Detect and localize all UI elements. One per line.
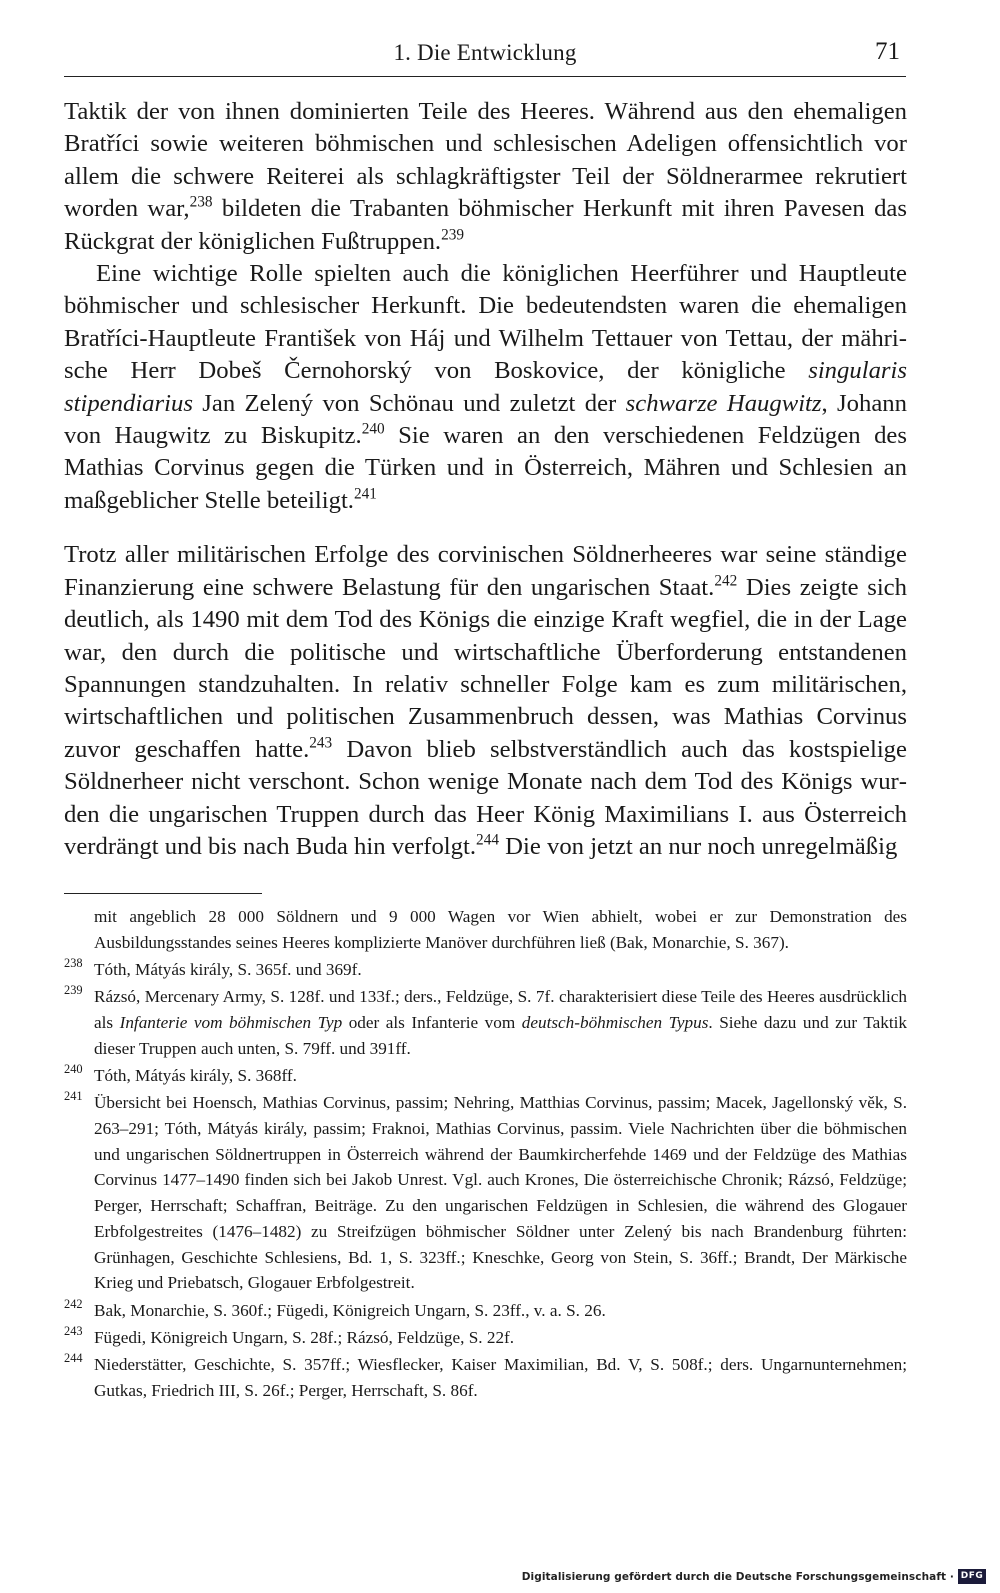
- footnote-ref: 241: [353, 485, 377, 503]
- footnote-number: 241: [64, 1089, 83, 1104]
- italic-term: singularis stipendiarius: [64, 357, 907, 417]
- footnote-text: . Siehe dazu und zur Taktik dieser Truppen auch unten, S. 79ff. und 391ff.: [94, 1013, 907, 1058]
- text-run: Davon blieb selbstverständlich auch das kostspielige Söldnerheer nicht verschont. Schon wenige Monate nach dem Tod des Königs wurden die ungarischen Truppen durch das Heer König Maximilians I. aus Österreich verdrängt und bis nach Buda hin verfolgt.: [64, 735, 907, 860]
- funding-note: Digitalisierung gefördert durch die Deutsche Forschungsgemeinschaft ·: [521, 1571, 954, 1583]
- footnote-number: 240: [64, 1062, 83, 1076]
- paragraph: [64, 96, 907, 258]
- footnote: [64, 1325, 907, 1351]
- footnote-text: Tóth, Mátyás király, S. 365f. und 369f.: [94, 960, 362, 979]
- text-run: Eine wichtige Rolle spielten auch die königlichen Heerführer und Hauptleute böhmischer und schlesischer Herkunft. Die bedeutendsten waren die ehemaligen Bratříci-Hauptleute František von Háj und Wilhelm Tettauer von Tettau, der mährische Herr Dobeš Černohorský von Boskovice, der königliche: [64, 260, 907, 385]
- footnote: [64, 1063, 907, 1089]
- footnote-text: Tóth, Mátyás király, S. 368ff.: [94, 1066, 297, 1085]
- footnote-number: 238: [64, 956, 83, 970]
- dfg-logo: DFG: [958, 1569, 986, 1584]
- footnote-number: 244: [64, 1351, 83, 1366]
- text-run: Jan Zelený von Schönau und zuletzt der: [192, 389, 626, 417]
- footnote-ref: 238: [189, 193, 213, 211]
- italic-term: deutsch-böhmischen Typus: [521, 1013, 709, 1032]
- footnote-text: Fügedi, Königreich Ungarn, S. 28f.; Rázsó, Feldzüge, S. 22f.: [94, 1327, 515, 1347]
- text-run: Sie waren an den verschiedenen Feldzügen des Mathias Corvinus gegen die Türken und in Österreich, Mähren und Schlesien an maßgeblicher Stelle beteiligt.: [64, 422, 908, 514]
- italic-term: Infanterie vom böhmischen Typ: [119, 1013, 343, 1032]
- text-run: Trotz aller militärischen Erfolge des corvinischen Söldnerheeres war seine ständige Finanzierung eine schwere Belastung für den ungarischen Staat.: [64, 541, 907, 601]
- running-title: 1. Die Entwicklung: [393, 40, 577, 65]
- footnote-number: 243: [64, 1323, 83, 1338]
- paragraph: [64, 258, 907, 517]
- footnote-ref: 242: [714, 572, 738, 590]
- text-run: , Johann von Haugwitz zu Biskupitz.: [64, 389, 907, 450]
- footnote-continuation: mit angeblich 28 000 Söldnern und 9 000 Wagen vor Wien abhielt, wobei er zur Demonstration des Ausbildungsstandes seines Heeres komplizierte Manöver durchführen ließ (Bak, Monarchie, S. 367).: [94, 907, 907, 952]
- footnote: [64, 1298, 907, 1324]
- main-text: [64, 96, 907, 863]
- footnote: [64, 1352, 907, 1403]
- text-run: bildeten die Trabanten böhmischer Herkunft mit ihren Pavesen das Rückgrat der königlichen Fußtruppen.: [64, 195, 907, 255]
- footnote-number: 239: [64, 983, 83, 998]
- text-run: Die von jetzt an nur noch unregelmäßig: [499, 832, 898, 860]
- footnote-text: oder als Infanterie vom: [342, 1013, 522, 1032]
- footnote: [64, 984, 907, 1061]
- text-run: Taktik der von ihnen dominierten Teile des Heeres. Während aus den ehemaligen Bratříci sowie weiteren böhmischen und schlesischen Adeligen offensichtlich vor allem die schwere Reiterei als schlagkräftigster Teil der Söldnerarmee rekrutiert worden war,: [64, 98, 907, 223]
- footnote-ref: 244: [476, 831, 499, 849]
- footnote-divider: [64, 893, 262, 894]
- footnote-text: Niederstätter, Geschichte, S. 357ff.; Wiesflecker, Kaiser Maximilian, Bd. V, S. 508f.; ders. Ungarnunternehmen; Gutkas, Friedrich III, S. 26f.; Perger, Herrschaft, S. 86f.: [94, 1355, 907, 1400]
- paragraph: [64, 539, 907, 863]
- footnote: [64, 957, 907, 983]
- page-number: 71: [875, 38, 900, 65]
- footnote-number: 242: [64, 1296, 83, 1311]
- footnote-ref: 239: [441, 226, 465, 244]
- footnotes: [64, 904, 907, 1405]
- running-header: [64, 36, 906, 77]
- footnote-text: Bak, Monarchie, S. 360f.; Fügedi, Königreich Ungarn, S. 23ff., v. a. S. 26.: [94, 1300, 606, 1320]
- footnote-text: Übersicht bei Hoensch, Mathias Corvinus, passim; Nehring, Matthias Corvinus, passim; Macek, Jagellonský věk, S. 263–291; Tóth, Mátyás király, passim; Fraknoi, Mathias Corvinus, passim. Viele Nachrichten über die böhmischen und ungarischen Söldnertruppen in Österreich während der Baumkircherfehde 1469 und der Feldzüge des Mathias Corvinus 1477–1490 finden sich bei Jakob Unrest. Vgl. auch Krones, Die österreichische Chronik; Rázsó, Feldzüge; Perger, Herrschaft; Schaffran, Beiträge. Zu den ungarischen Feldzügen in Schlesien, die während des Glogauer Erbfolgestreites (1476–1482) zu Streifzügen böhmischer Söldner unter Zelený bis nach Brandenburg führten: Grünhagen, Geschichte Schlesiens, Bd. 1, S. 323ff.; Kneschke, Georg von Stein, S. 36ff.; Brandt, Der Märkische Krieg und Priebatsch, Glogauer Erbfolgestreit.: [94, 1093, 907, 1293]
- text-run: Dies zeigte sich deutlich, als 1490 mit dem Tod des Königs die einzige Kraft wegfiel, die in der Lage war, den durch die politische und wirtschaftliche Überforderung entstandenen Spannungen standzuhalten. In relativ schneller Folge kam es zum militärischen, wirtschaftlichen und politischen Zusammenbruch dessen, was Mathias Corvinus zuvor geschaffen hatte.: [64, 573, 907, 763]
- footnote-ref: 243: [309, 734, 333, 752]
- italic-term: schwarze Haugwitz: [625, 389, 822, 417]
- footnote-ref: 240: [361, 420, 385, 438]
- footnote: [64, 1090, 907, 1296]
- footnote-text: Rázsó, Mercenary Army, S. 128f. und 133f.; ders., Feldzüge, S. 7f. charakterisiert diese Teile des Heeres ausdrücklich als: [94, 987, 907, 1032]
